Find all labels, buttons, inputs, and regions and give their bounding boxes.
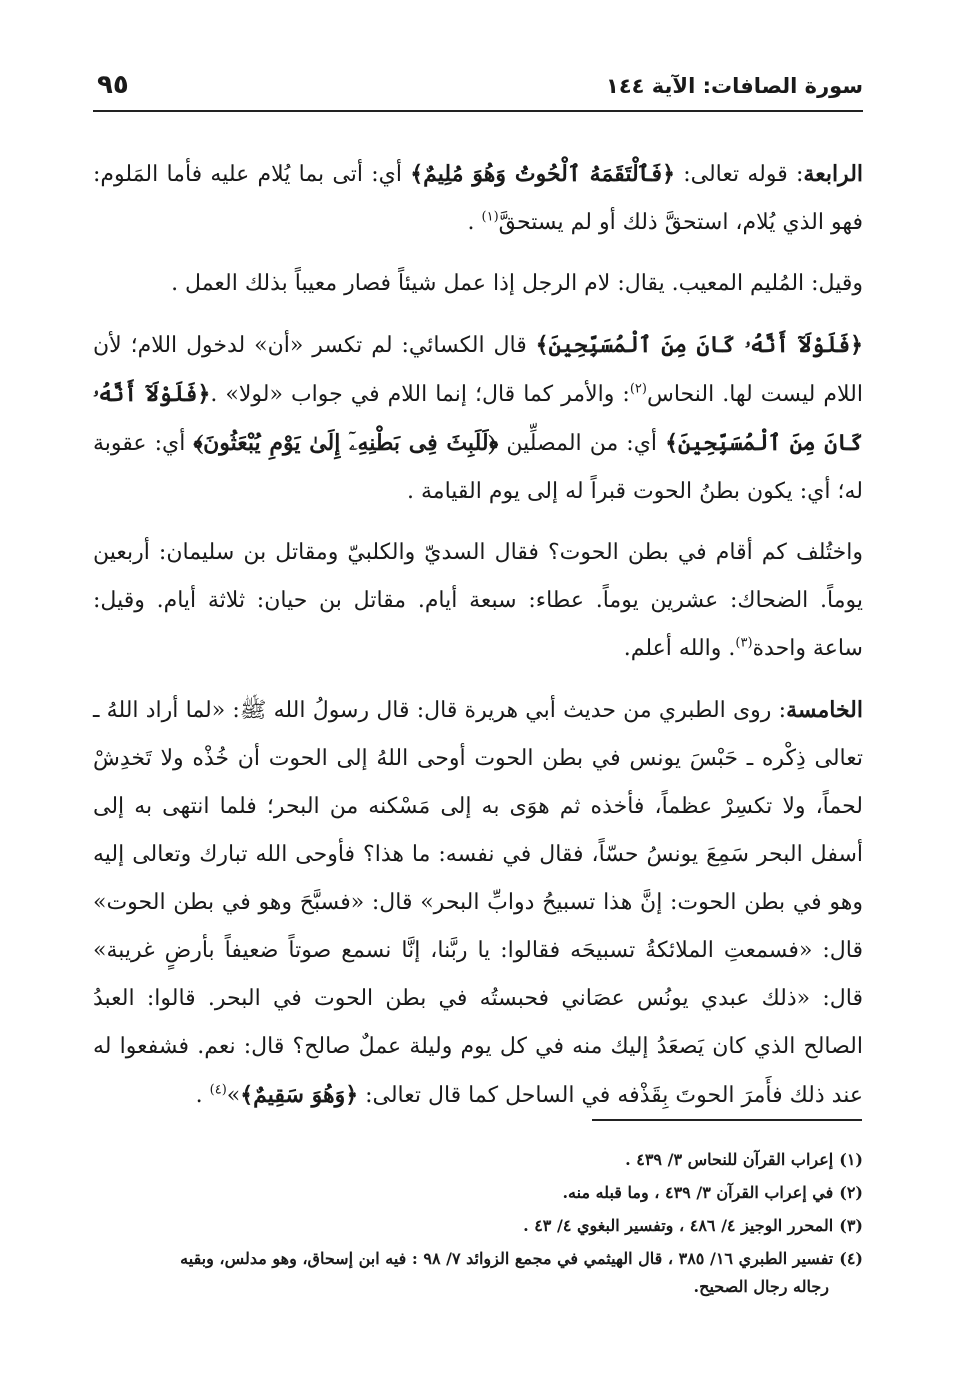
footnote-label: (٤) bbox=[839, 1249, 863, 1268]
quran-verse: ﴿فَٱلْتَقَمَهُ ٱلْحُوتُ وَهُوَ مُلِيمٌ﴾ bbox=[410, 161, 675, 187]
text-segment: » bbox=[226, 1083, 241, 1108]
section-heading-fifth: الخامسة bbox=[786, 697, 863, 723]
footnote-item bbox=[93, 1146, 863, 1174]
footnote-text: إعراب القرآن للنحاس ٣/ ٤٣٩ . bbox=[625, 1150, 834, 1169]
text-segment: أي: أتى بما يُلام عليه فأما المَلوم: فهو الذي يُلام، استحقَّ ذلك أو لم يستحقَّ bbox=[93, 162, 863, 235]
footnote-ref: (٢) bbox=[629, 381, 647, 397]
footnote-text: تفسير الطبري ١٦/ ٣٨٥ ، قال الهيثمي في مجمع الزوائد ٧/ ٩٨ : فيه ابن إسحاق، وهو مدلس، وبقيه bbox=[180, 1249, 834, 1268]
footnote-label: (١) bbox=[839, 1150, 863, 1169]
text-segment: أي: من المصلِّين bbox=[498, 431, 666, 456]
text-segment: وقيل: المُليم المعيب. يقال: لام الرجل إذا عمل شيئاً فصار معيباً بذلك العمل . bbox=[171, 271, 863, 296]
paragraph-mulim-definition bbox=[93, 260, 863, 308]
page-number: ٩٥ bbox=[97, 70, 129, 100]
footnote-text-continued: رجاله رجال الصحيح. bbox=[693, 1277, 829, 1296]
quran-verse: ﴿فَلَوْلَآ أَنَّهُۥ كَانَ مِنَ ٱلْمُسَبِّحِينَ﴾ bbox=[93, 381, 863, 456]
footnote-item bbox=[93, 1179, 863, 1207]
text-segment: . bbox=[467, 210, 482, 235]
text-segment: أي: عقوبة له؛ أي: يكون بطنُ الحوت قبراً له إلى يوم القيامة . bbox=[93, 431, 863, 504]
footnote-label: (٣) bbox=[839, 1216, 863, 1235]
text-segment: : روى الطبري من حديث أبي هريرة قال: قال رسولُ الله ﷺ: «لما أراد اللهُ ـ تعالى ذِكْره ـ حَبْسَ يونس في بطن الحوت أوحى اللهُ إلى الحوت أن خُذْه ولا تَخدِشْ لحماً، ولا تكسِرْ عظماً، فأخذه ثم هوَى به إلى مَسْكنه من البحر؛ فلما انتهى به إلى أسفل البحر سَمِعَ يونسُ حسّاً، فقال في نفسه: ما هذا؟ فأوحى الله تبارك وتعالى إليه وهو في بطن الحوت: إنَّ هذا تسبيحُ دوابِّ البحر» قال: «فسبَّحَ وهو في بطن الحوت» قال: «فسمعتِ الملائكةُ تسبيحَه فقالوا: يا ربَّنا، إنَّا نسمع صوتاً ضعيفاً بأرضٍ غريبة» قال: «ذلك عبدي يونُس عصَاني فحبستُه في بطن الحوت في البحر. قالوا: العبدُ الصالح الذي كان يَصعَدُ إليك منه في كل يوم وليلة عملٌ صالح؟ قال: نعم. فشفعوا له عند ذلك فأَمرَ الحوتَ بِقَذْفه في الساحل كما قال تعالى: bbox=[93, 698, 863, 1108]
running-title: سورة الصافات: الآية ١٤٤ bbox=[606, 74, 863, 98]
footnote-divider bbox=[592, 1119, 862, 1121]
text-segment: واختُلف كم أقام في بطن الحوت؟ فقال السديّ والكلبيّ ومقاتل بن سليمان: أربعين يوماً. الضحاك: عشرين يوماً. عطاء: سبعة أيام. مقاتل بن حيان: ثلاثة أيام. وقيل: ساعة واحدة bbox=[93, 540, 863, 661]
paragraph-duration bbox=[93, 529, 863, 673]
footnote-item bbox=[93, 1245, 863, 1301]
footnote-text: المحرر الوجيز ٤/ ٤٨٦ ، وتفسير البغوي ٤/ ٤٣ . bbox=[523, 1216, 834, 1235]
paragraph-fourth bbox=[93, 150, 863, 247]
text-segment: قال الكسائي: لم تكسر «أن» لدخول اللام؛ لأن اللام ليست لها. النحاس bbox=[93, 333, 863, 407]
quran-verse: ﴿فَلَوْلَآ أَنَّهُۥ كَانَ مِنَ ٱلْمُسَبِّحِينَ﴾ bbox=[535, 332, 863, 358]
main-text bbox=[93, 150, 863, 1133]
footnote-label: (٢) bbox=[839, 1183, 863, 1202]
footnote-ref: (٤) bbox=[209, 1082, 227, 1098]
footnote-item bbox=[93, 1212, 863, 1240]
text-segment: . bbox=[195, 1083, 210, 1108]
page-header bbox=[93, 70, 863, 112]
footnote-ref: (٣) bbox=[735, 635, 753, 651]
paragraph-kisai bbox=[93, 321, 863, 516]
quran-verse: ﴿وَهُوَ سَقِيمٌ﴾ bbox=[240, 1082, 359, 1108]
footnote-ref: (١) bbox=[481, 209, 499, 225]
text-segment: : قوله تعالى: bbox=[674, 162, 804, 187]
footnotes bbox=[93, 1146, 863, 1306]
paragraph-fifth bbox=[93, 686, 863, 1120]
quran-verse: ﴿لَلَبِثَ فِى بَطْنِهِۦٓ إِلَىٰ يَوْمِ يُبْعَثُونَ﴾ bbox=[193, 430, 499, 456]
section-heading-fourth: الرابعة bbox=[803, 161, 864, 187]
text-segment: . والله أعلم. bbox=[623, 636, 736, 661]
text-segment: : والأمر كما قال؛ إنما اللام في جواب «لولا» . bbox=[210, 382, 630, 407]
footnote-text: في إعراب القرآن ٣/ ٤٣٩ ، وما قبله منه. bbox=[562, 1183, 834, 1202]
